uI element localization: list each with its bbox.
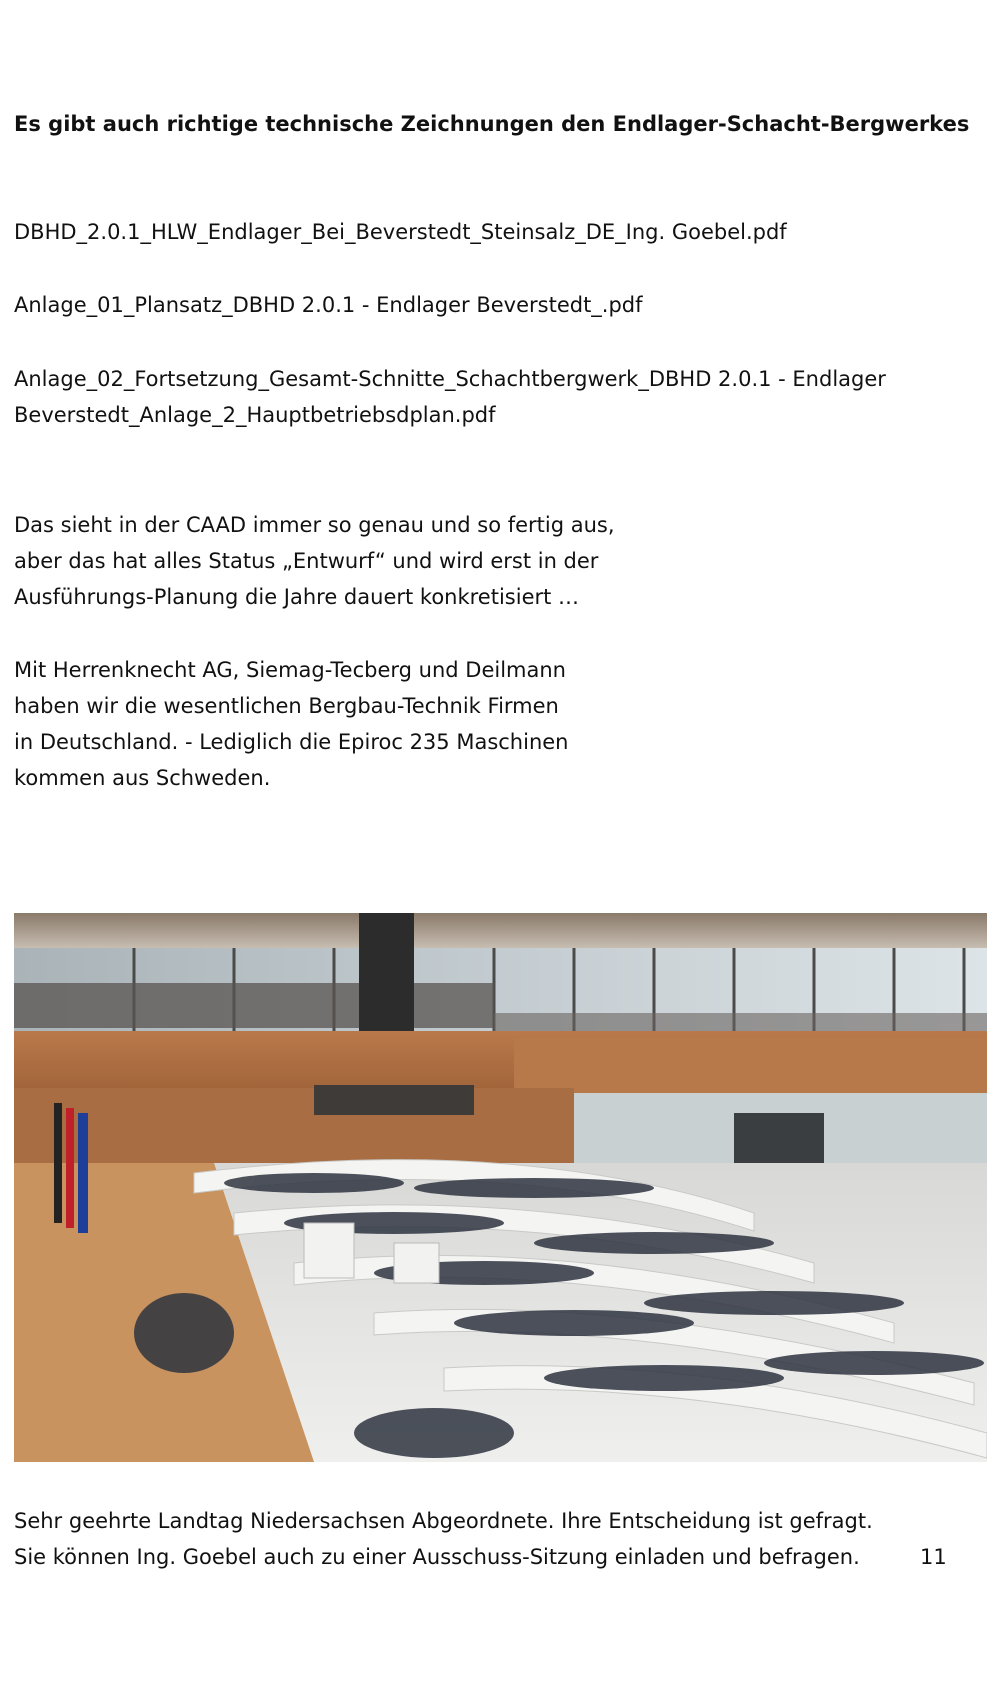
paragraph-line: kommen aus Schweden. xyxy=(14,766,271,790)
parliament-chamber-photo xyxy=(14,913,987,1462)
closing-line: Sehr geehrte Landtag Niedersachsen Abgeordnete. Ihre Entscheidung ist gefragt. xyxy=(14,1509,873,1533)
paragraph-line: aber das hat alles Status „Entwurf“ und wird erst in der xyxy=(14,549,599,573)
file-name: Anlage_01_Plansatz_DBHD 2.0.1 - Endlager Beverstedt_.pdf xyxy=(14,293,643,317)
file-name: Anlage_02_Fortsetzung_Gesamt-Schnitte_Schachtbergwerk_DBHD 2.0.1 - Endlager xyxy=(14,367,886,391)
paragraph-line: Mit Herrenknecht AG, Siemag-Tecberg und Deilmann xyxy=(14,658,566,682)
paragraph-line: Ausführungs-Planung die Jahre dauert konkretisiert … xyxy=(14,585,580,609)
page-number: 11 xyxy=(920,1545,947,1569)
closing-line: Sie können Ing. Goebel auch zu einer Ausschuss-Sitzung einladen und befragen. xyxy=(14,1545,860,1569)
file-name: DBHD_2.0.1_HLW_Endlager_Bei_Beverstedt_Steinsalz_DE_Ing. Goebel.pdf xyxy=(14,220,787,244)
paragraph-line: haben wir die wesentlichen Bergbau-Technik Firmen xyxy=(14,694,559,718)
file-name: Beverstedt_Anlage_2_Hauptbetriebsdplan.pdf xyxy=(14,403,496,427)
paragraph-line: Das sieht in der CAAD immer so genau und so fertig aus, xyxy=(14,513,615,537)
page-heading: Es gibt auch richtige technische Zeichnungen den Endlager-Schacht-Bergwerkes xyxy=(14,112,970,136)
paragraph-line: in Deutschland. - Lediglich die Epiroc 235 Maschinen xyxy=(14,730,569,754)
